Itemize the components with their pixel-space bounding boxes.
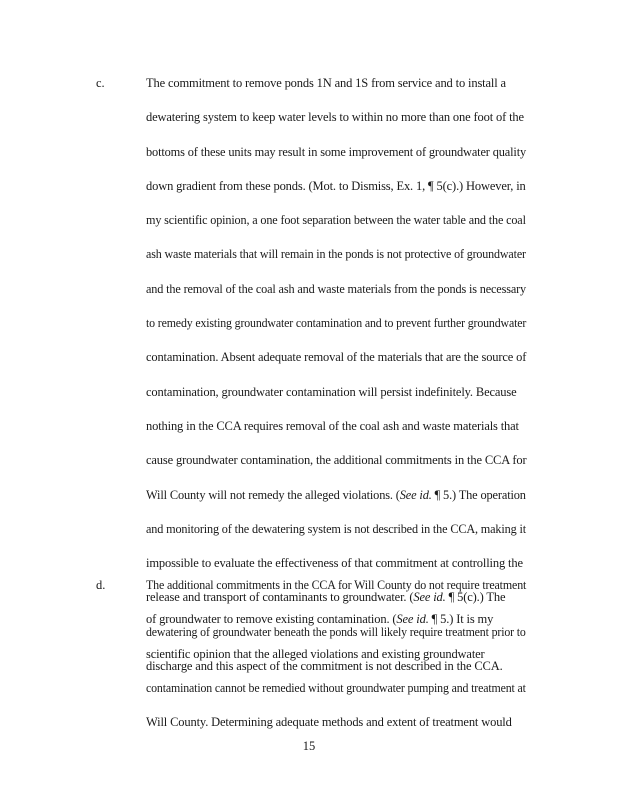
paragraph-label: d.	[96, 578, 106, 592]
text-line: and the removal of the coal ash and waste materials from the ponds is necessary	[146, 281, 527, 296]
text-line: to remedy existing groundwater contamination and to prevent further groundwater	[146, 316, 527, 331]
text-line: ash waste materials that will remain in the ponds is not protective of groundwater	[146, 247, 526, 262]
text-line: scientific opinion that the alleged violations and existing groundwater	[146, 646, 485, 661]
text-line: my scientific opinion, a one foot separation between the water table and the coal	[146, 213, 526, 228]
text-line: contamination cannot be remedied without groundwater pumping and treatment at	[146, 680, 526, 695]
text-line: cause groundwater contamination, the additional commitments in the CCA for	[146, 453, 527, 468]
text-line: down gradient from these ponds. (Mot. to Dismiss, Ex. 1, ¶ 5(c).) However, in	[146, 178, 526, 193]
text-line: dewatering of groundwater beneath the ponds will likely require treatment prior to	[146, 624, 526, 639]
text-line: Will County will not remedy the alleged violations. (See id. ¶ 5.) The operation	[146, 487, 526, 502]
text-line: of groundwater to remove existing contamination. (See id. ¶ 5.) It is my	[146, 612, 494, 627]
text-line: dewatering system to keep water levels to within no more than one foot of the	[146, 110, 524, 125]
text-line: discharge and this aspect of the commitment is not described in the CCA.	[146, 659, 503, 674]
text-line: The additional commitments in the CCA for Will County do not require treatment	[146, 578, 527, 592]
text-line: contamination. Absent adequate removal of the materials that are the source of	[146, 350, 527, 365]
text-line: release and transport of contaminants to groundwater. (See id. ¶ 5(c).) The	[146, 590, 506, 605]
text-line: nothing in the CCA requires removal of the coal ash and waste materials that	[146, 418, 519, 433]
text-line: and monitoring of the dewatering system is not described in the CCA, making it	[146, 521, 526, 536]
text-line: Will County. Determining adequate methods and extent of treatment would	[146, 715, 512, 730]
paragraph-label: c.	[96, 76, 105, 90]
text-line: bottoms of these units may result in some improvement of groundwater quality	[146, 144, 527, 159]
text-line: The commitment to remove ponds 1N and 1S from service and to install a	[146, 76, 506, 90]
page-number: 15	[302, 739, 316, 753]
text-line: contamination, groundwater contamination will persist indefinitely. Because	[146, 384, 517, 399]
text-line: impossible to evaluate the effectiveness of that commitment at controlling the	[146, 556, 523, 571]
paragraph-body	[146, 578, 526, 749]
